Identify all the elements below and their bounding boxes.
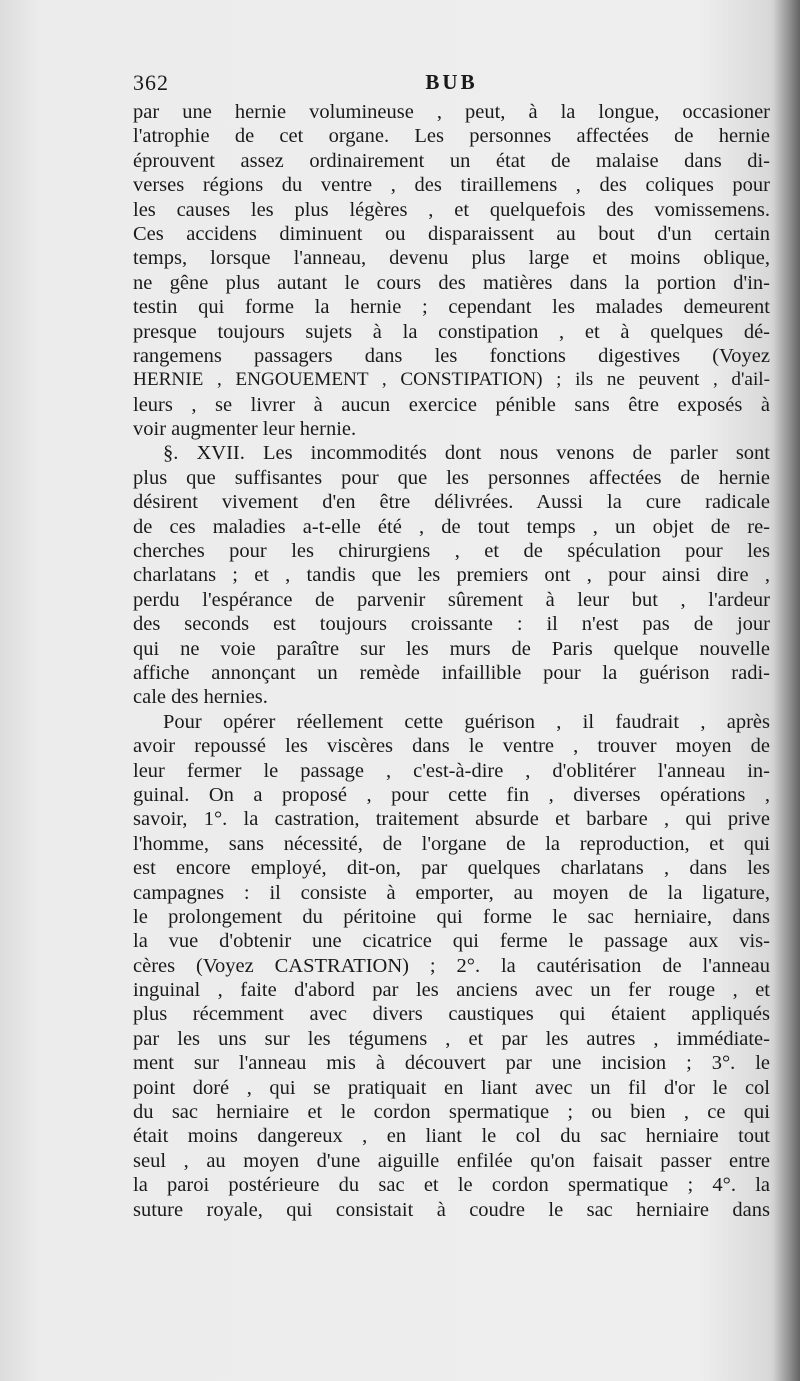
text-line: charlatans ; et , tandis que les premiers ont , pour ainsi dire , [133, 564, 770, 587]
page-header [133, 70, 770, 100]
text-line: affiche annonçant un remède infaillible pour la guérison radi- [133, 661, 770, 684]
text-line: verses régions du ventre , des tiraillemens , des coliques pour [133, 174, 770, 197]
text-line: de ces maladies a-t-elle été , de tout temps , un objet de re- [133, 515, 770, 538]
text-line: guinal. On a proposé , pour cette fin , diverses opérations , [133, 783, 770, 806]
text-line: les causes les plus légères , et quelquefois des vomissemens. [133, 198, 770, 221]
text-line: rangemens passagers dans les fonctions digestives (Voyez [133, 344, 770, 367]
paragraph-start-line: Pour opérer réellement cette guérison , il faudrait , après [163, 710, 770, 733]
text-line: plus récemment avec divers caustiques qui étaient appliqués [133, 1003, 770, 1026]
text-line: presque toujours sujets à la constipation , et à quelques dé- [133, 320, 770, 343]
text-line: plus que suffisantes pour que les personnes affectées de hernie [133, 466, 770, 489]
text-line: voir augmenter leur hernie. [133, 418, 357, 441]
text-line: cères (Voyez CASTRATION) ; 2°. la cautérisation de l'anneau [133, 954, 770, 977]
text-line: inguinal , faite d'abord par les anciens avec un fer rouge , et [133, 979, 770, 1002]
text-line: la paroi postérieure du sac et le cordon spermatique ; 4°. la [133, 1174, 770, 1197]
text-line: qui ne voie paraître sur les murs de Paris quelque nouvelle [133, 637, 770, 660]
text-line: leur fermer le passage , c'est-à-dire , d'oblitérer l'anneau in- [133, 759, 770, 782]
text-line: leurs , se livrer à aucun exercice pénible sans être exposés à [133, 393, 770, 416]
text-line: par une hernie volumineuse , peut, à la longue, occasioner [133, 101, 770, 123]
text-line: point doré , qui se pratiquait en liant avec un fil d'or le col [133, 1076, 770, 1099]
text-line: ment sur l'anneau mis à découvert par une incision ; 3°. le [133, 1052, 770, 1075]
text-line: HERNIE , ENGOUEMENT , CONSTIPATION) ; ils ne peuvent , d'ail- [133, 369, 770, 391]
text-line: seul , au moyen d'une aiguille enfilée qu'on faisait passer entre [133, 1149, 770, 1172]
text-line: avoir repoussé les viscères dans le ventre , trouver moyen de [133, 735, 770, 758]
text-line: est encore employé, dit-on, par quelques charlatans , dans les [133, 857, 770, 880]
text-line: la vue d'obtenir une cicatrice qui ferme le passage aux vis- [133, 930, 770, 953]
text-line: suture royale, qui consistait à coudre le sac herniaire dans [133, 1198, 770, 1221]
body-text [133, 100, 770, 1222]
text-line: perdu l'espérance de parvenir sûrement à leur but , l'ardeur [133, 588, 770, 611]
page-number: 362 [133, 70, 169, 95]
text-line: campagnes : il consiste à emporter, au moyen de la ligature, [133, 881, 770, 904]
text-line: cale des hernies. [133, 686, 268, 709]
text-line: désirent vivement d'en être délivrées. Aussi la cure radicale [133, 491, 770, 514]
running-head: BUB [425, 70, 478, 94]
text-line: l'homme, sans nécessité, de l'organe de la reproduction, et qui [133, 832, 770, 855]
text-line: le prolongement du péritoine qui forme le sac herniaire, dans [133, 905, 770, 928]
text-line: ne gêne plus autant le cours des matières dans la portion d'in- [133, 271, 770, 294]
binding-shadow [774, 0, 800, 1381]
text-line: testin qui forme la hernie ; cependant les malades demeurent [133, 296, 770, 319]
text-line: par les uns sur les tégumens , et par les autres , immédiate- [133, 1027, 770, 1050]
text-line: temps, lorsque l'anneau, devenu plus large et moins oblique, [133, 247, 770, 270]
text-line: Ces accidens diminuent ou disparaissent au bout d'un certain [133, 222, 770, 245]
text-line: éprouvent assez ordinairement un état de malaise dans di- [133, 149, 770, 172]
text-line: cherches pour les chirurgiens , et de spéculation pour les [133, 540, 770, 563]
text-line: du sac herniaire et le cordon spermatique ; ou bien , ce qui [133, 1101, 770, 1124]
text-line: des seconds est toujours croissante : il n'est pas de jour [133, 613, 770, 636]
text-line: était moins dangereux , en liant le col du sac herniaire tout [133, 1125, 770, 1148]
text-line: savoir, 1°. la castration, traitement absurde et barbare , qui prive [133, 808, 770, 831]
text-line: l'atrophie de cet organe. Les personnes affectées de hernie [133, 125, 770, 148]
section-start-line: §. XVII. Les incommodités dont nous venons de parler sont [163, 442, 770, 465]
